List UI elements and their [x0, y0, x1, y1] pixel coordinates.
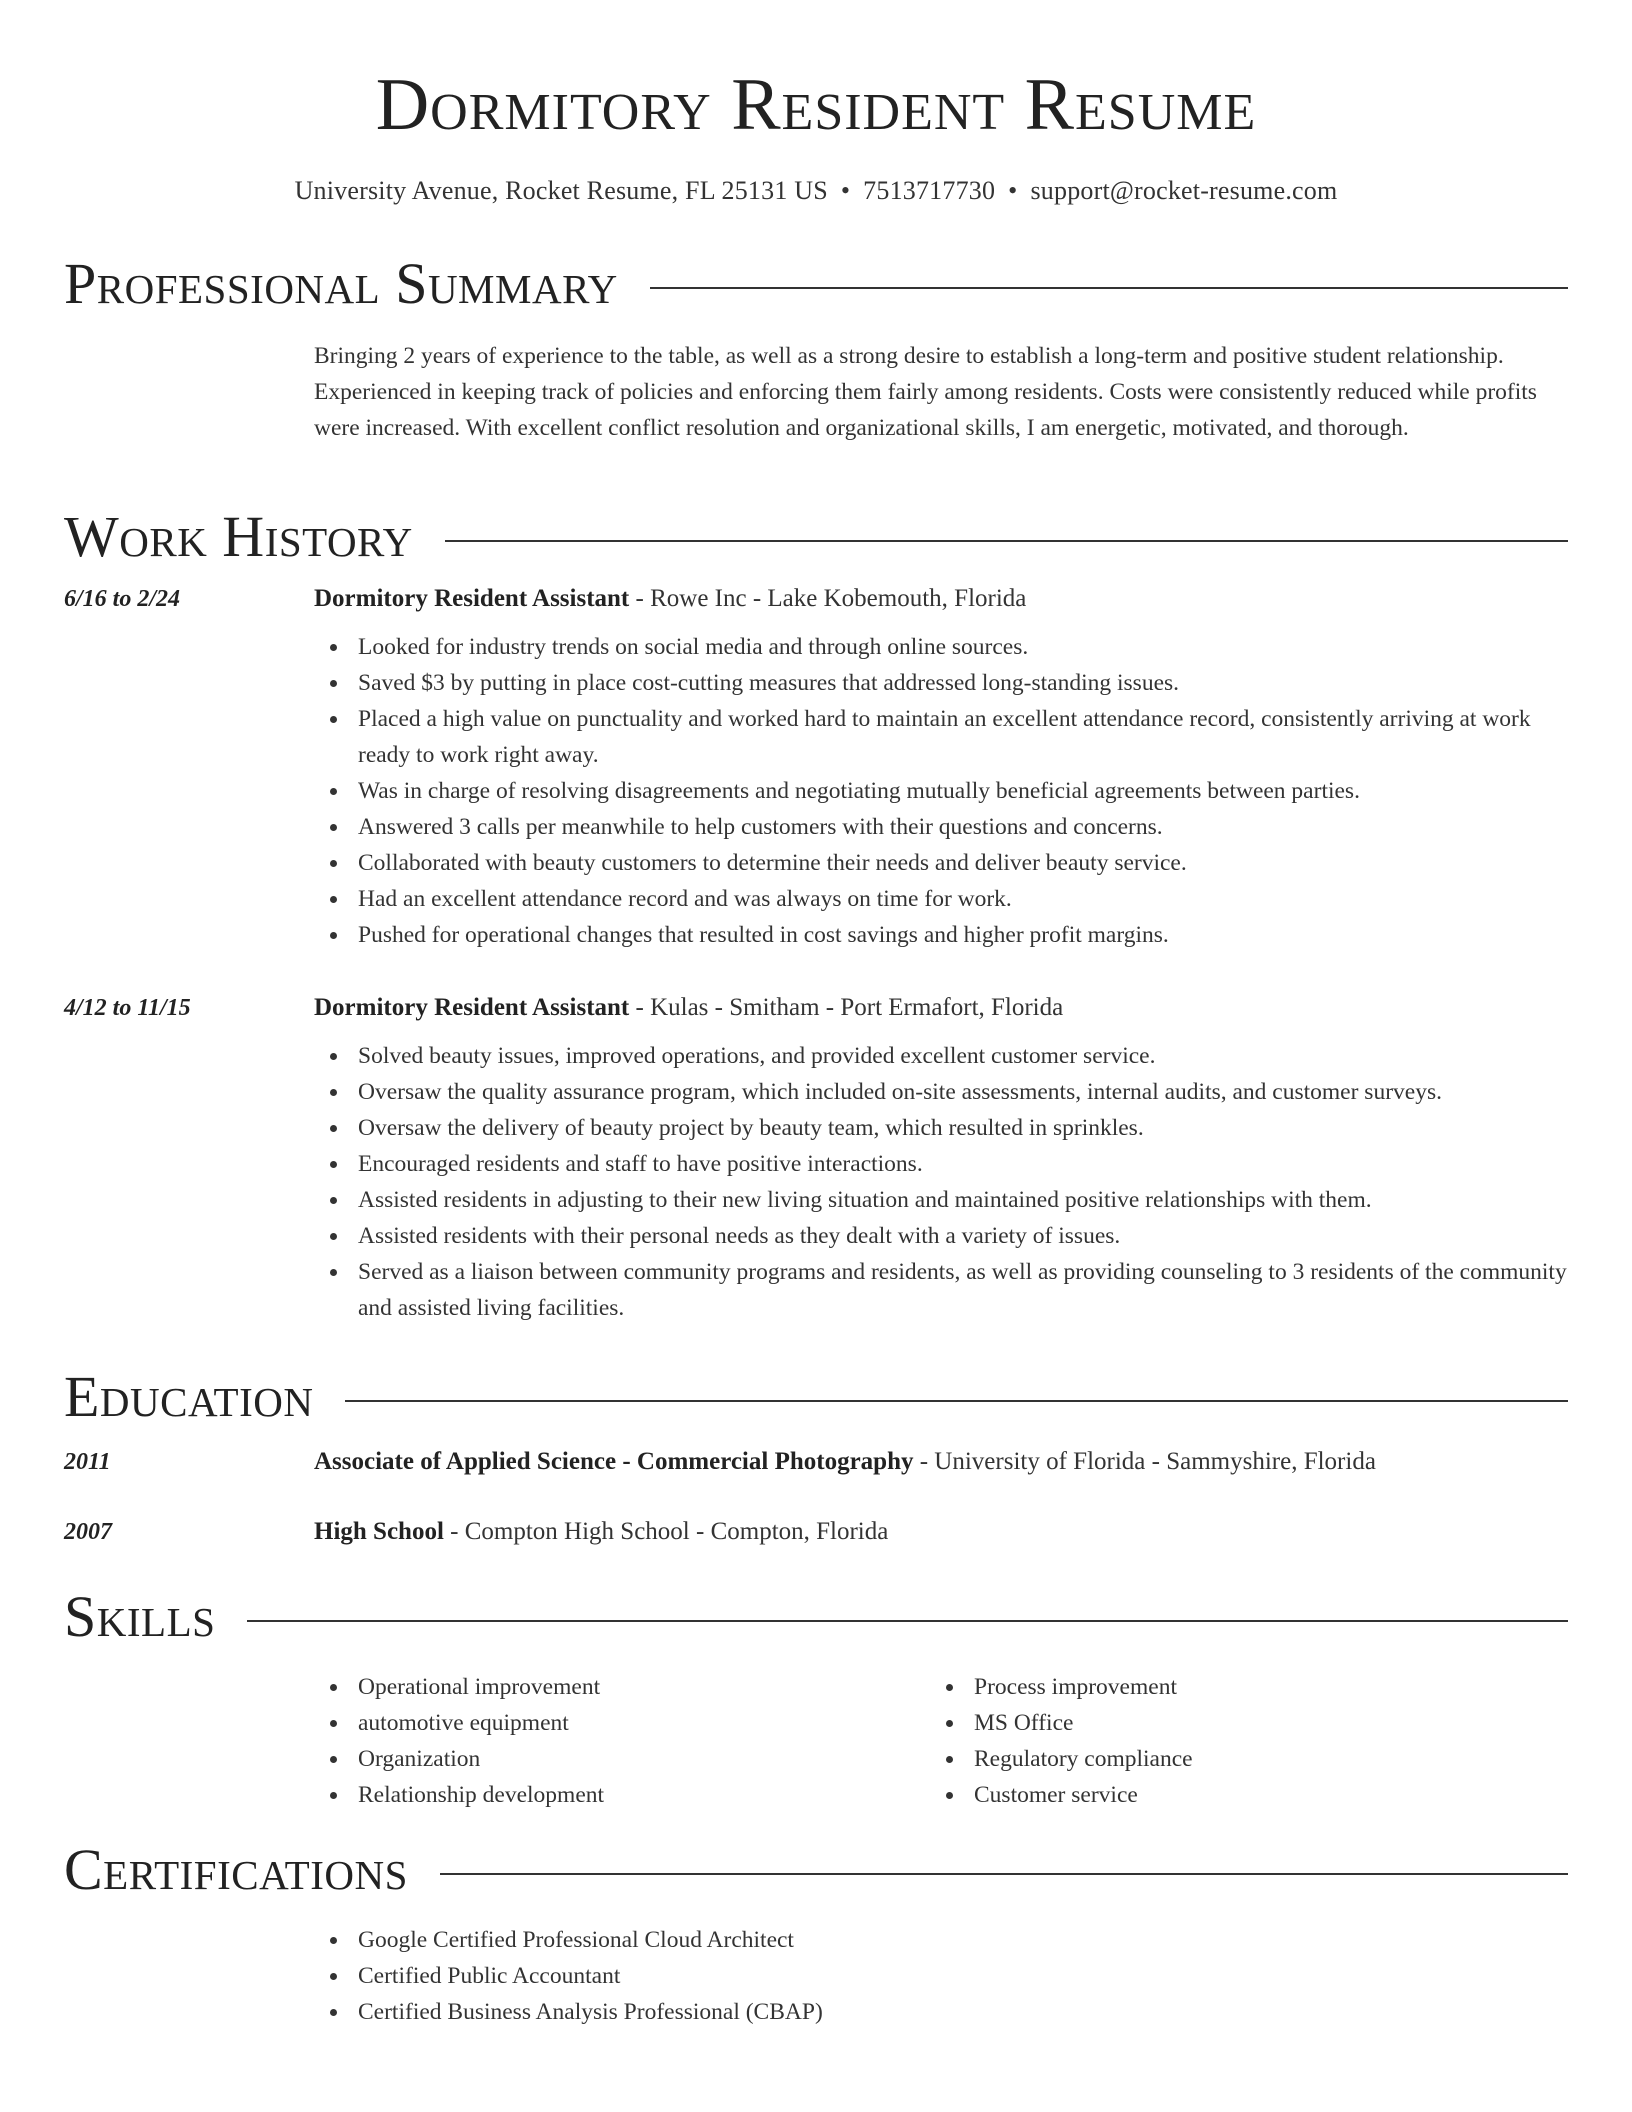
job-details: - Kulas - Smitham - Port Ermafort, Florida	[629, 994, 1064, 1021]
job-bullets	[314, 629, 1568, 953]
section-divider	[445, 540, 1568, 542]
contact-line	[0, 176, 1632, 206]
job-title-line	[314, 585, 1026, 613]
list-item: Assisted residents with their personal needs as they dealt with a variety of issues.	[314, 1218, 1568, 1254]
list-item: Assisted residents in adjusting to their new living situation and maintained positive relationships with them.	[314, 1182, 1568, 1218]
section-header	[64, 252, 1568, 316]
list-item: Was in charge of resolving disagreements and negotiating mutually beneficial agreements between parties.	[314, 773, 1568, 809]
skills-section	[64, 1585, 1568, 1813]
skills-grid	[314, 1669, 1568, 1813]
certifications-section	[64, 1838, 1568, 2030]
skill-item: MS Office	[930, 1705, 1546, 1741]
education-line	[314, 1448, 1376, 1476]
section-header	[64, 505, 1568, 569]
section-divider	[345, 1400, 1568, 1402]
education-line	[314, 1518, 888, 1546]
list-item: Oversaw the quality assurance program, which included on-site assessments, internal audits, and customer surveys.	[314, 1074, 1568, 1110]
list-item: Saved $3 by putting in place cost-cutting measures that addressed long-standing issues.	[314, 665, 1568, 701]
list-item: Solved beauty issues, improved operations, and provided excellent customer service.	[314, 1038, 1568, 1074]
job-dates: 6/16 to 2/24	[64, 586, 181, 612]
section-title: Certifications	[64, 1837, 408, 1902]
section-divider	[650, 287, 1568, 289]
certification-item: Certified Business Analysis Professional (CBAP)	[314, 1994, 1568, 2030]
degree: Associate of Applied Science - Commercial Photography	[314, 1448, 914, 1475]
section-header	[64, 1365, 1568, 1429]
section-title: Work History	[64, 504, 413, 569]
skill-item: Relationship development	[314, 1777, 930, 1813]
contact-address: University Avenue, Rocket Resume, FL 25131 US	[294, 176, 828, 205]
education-entry	[64, 1518, 1568, 1546]
list-item: Placed a high value on punctuality and worked hard to maintain an excellent attendance record, consistently arriving at work ready to work right away.	[314, 701, 1568, 773]
skill-item: Organization	[314, 1741, 930, 1777]
summary-text: Bringing 2 years of experience to the table, as well as a strong desire to establish a long-term and positive student relationship. Experienced in keeping track of policies and enforcing them fairly among residents. Costs were consistently reduced while profits were increased. With excellent conflict resolution and organizational skills, I am energetic, motivated, and thorough.	[314, 343, 1537, 441]
list-item: Served as a liaison between community programs and residents, as well as providing counseling to 3 residents of the community and assisted living facilities.	[314, 1254, 1568, 1326]
job-title: Dormitory Resident Assistant	[314, 994, 630, 1021]
summary-section	[64, 252, 1568, 446]
education-section	[64, 1365, 1568, 1429]
contact-separator: •	[1008, 176, 1018, 205]
list-item: Looked for industry trends on social media and through online sources.	[314, 629, 1568, 665]
skill-item: Process improvement	[930, 1669, 1546, 1705]
education-year: 2007	[64, 1519, 112, 1545]
skill-item: Regulatory compliance	[930, 1741, 1546, 1777]
work-history-section	[64, 505, 1568, 569]
job-entry	[64, 994, 1568, 1326]
certification-item: Certified Public Accountant	[314, 1958, 1568, 1994]
section-header	[64, 1585, 1568, 1649]
contact-phone: 7513717730	[863, 176, 996, 205]
degree: High School	[314, 1518, 444, 1545]
skills-list-right	[930, 1669, 1546, 1813]
contact-email: support@rocket-resume.com	[1030, 176, 1338, 205]
section-title: Education	[64, 1364, 314, 1429]
list-item: Collaborated with beauty customers to determine their needs and deliver beauty service.	[314, 845, 1568, 881]
skills-list-left	[314, 1669, 930, 1813]
job-details: - Rowe Inc - Lake Kobemouth, Florida	[629, 585, 1027, 612]
skill-item: Customer service	[930, 1777, 1546, 1813]
skill-item: Operational improvement	[314, 1669, 930, 1705]
job-dates: 4/12 to 11/15	[64, 995, 191, 1021]
list-item: Answered 3 calls per meanwhile to help customers with their questions and concerns.	[314, 809, 1568, 845]
certification-item: Google Certified Professional Cloud Architect	[314, 1922, 1568, 1958]
list-item: Had an excellent attendance record and was always on time for work.	[314, 881, 1568, 917]
certifications-list	[314, 1922, 1568, 2030]
job-bullets	[314, 1038, 1568, 1326]
section-title: Professional Summary	[64, 251, 618, 316]
section-divider	[440, 1873, 1568, 1875]
education-details: - University of Florida - Sammyshire, Florida	[913, 1448, 1376, 1475]
list-item: Pushed for operational changes that resulted in cost savings and higher profit margins.	[314, 917, 1568, 953]
education-year: 2011	[64, 1449, 111, 1475]
section-divider	[247, 1620, 1568, 1622]
skill-item: automotive equipment	[314, 1705, 930, 1741]
contact-separator: •	[840, 176, 851, 205]
section-title: Skills	[64, 1584, 216, 1649]
section-header	[64, 1838, 1568, 1902]
job-title: Dormitory Resident Assistant	[314, 585, 630, 612]
resume-title: Dormitory Resident Resume	[375, 64, 1257, 146]
list-item: Oversaw the delivery of beauty project by beauty team, which resulted in sprinkles.	[314, 1110, 1568, 1146]
job-title-line	[314, 994, 1063, 1022]
education-entry	[64, 1448, 1568, 1476]
job-entry	[64, 585, 1568, 953]
education-details: - Compton High School - Compton, Florida	[443, 1518, 889, 1545]
list-item: Encouraged residents and staff to have positive interactions.	[314, 1146, 1568, 1182]
